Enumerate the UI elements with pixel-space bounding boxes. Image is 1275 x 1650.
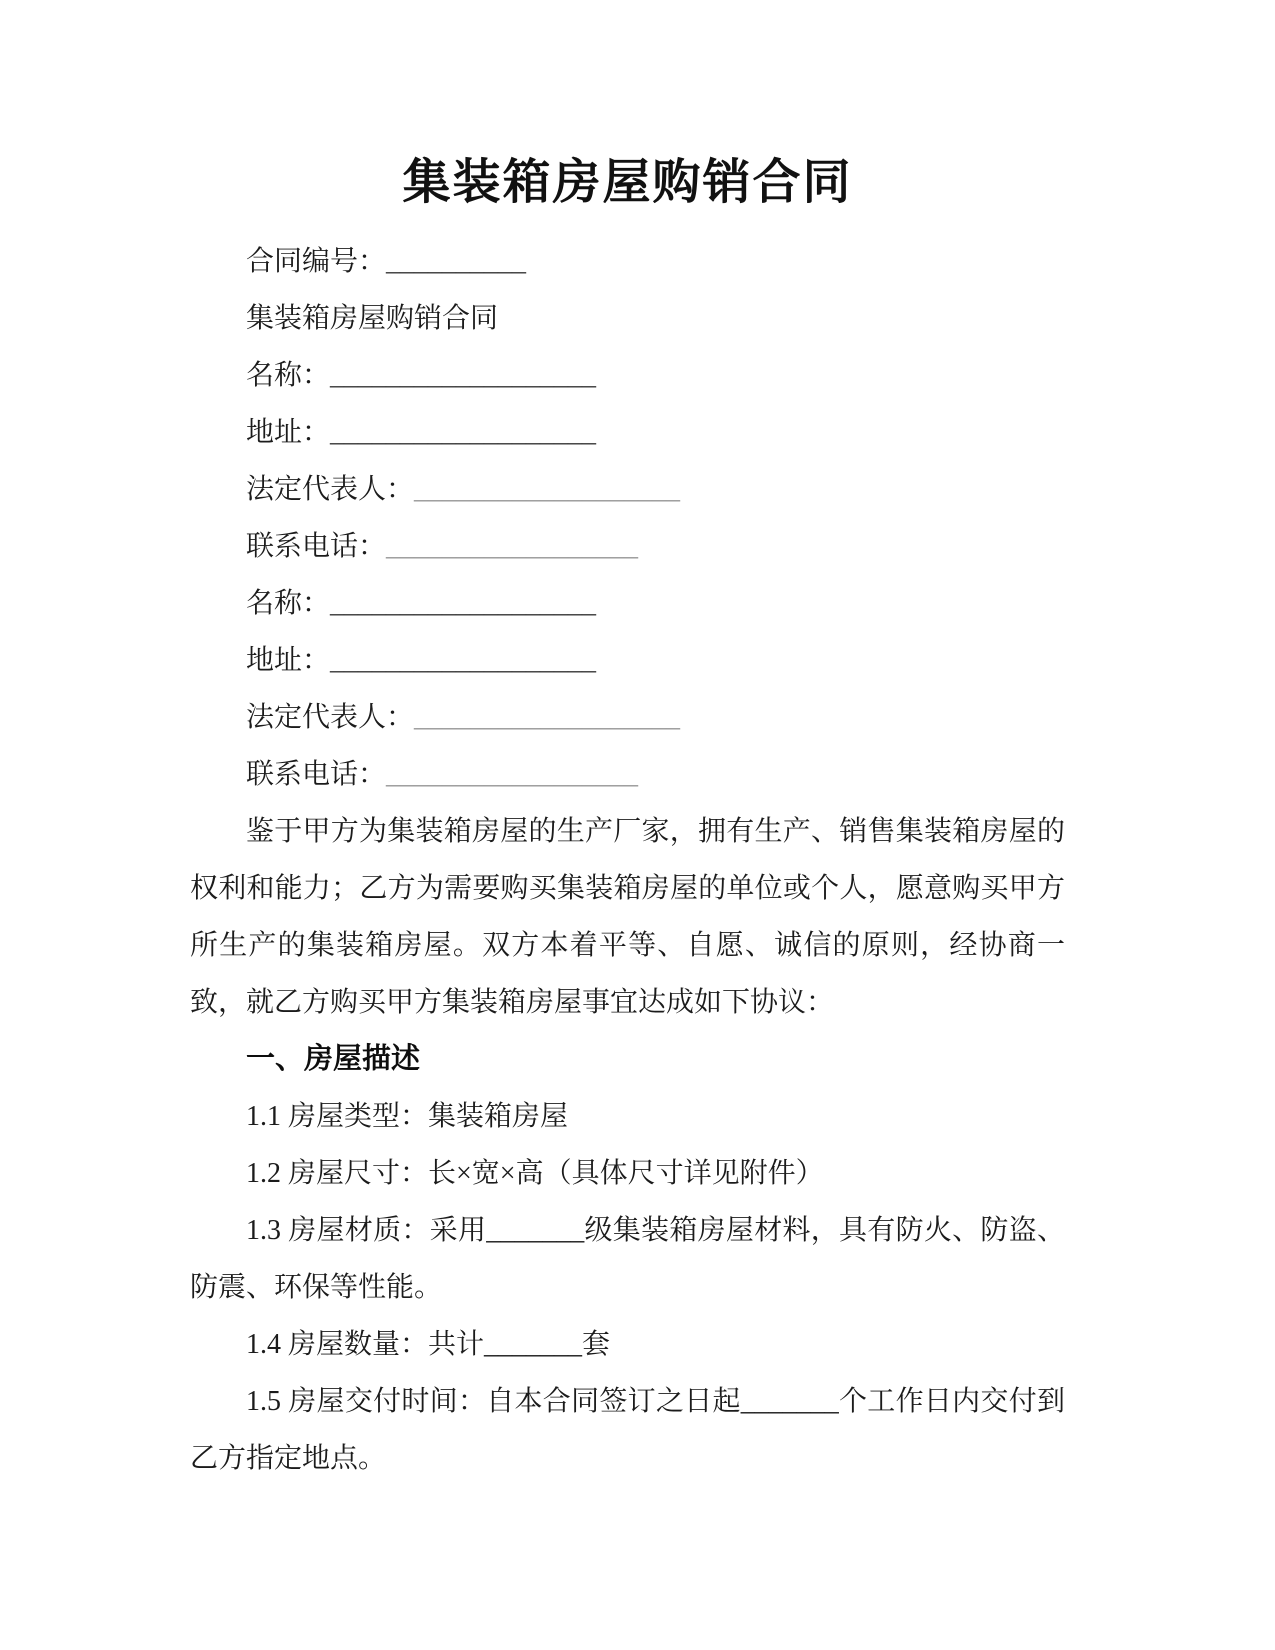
- party-a-name-label: 名称：: [246, 360, 331, 391]
- party-b-representative-line: [190, 689, 1065, 746]
- party-a-representative-blank: ___________________: [414, 474, 681, 505]
- subtitle-line: [190, 290, 1065, 347]
- clause-1-4-house-quantity: 1.4 房屋数量：共计_______套: [246, 1329, 611, 1360]
- section-1-heading: 一、房屋描述: [246, 1043, 421, 1075]
- clause-1-3-house-material: 1.3 房屋材质：采用_______级集装箱房屋材料，具有防火、防盗、防震、环保等性能。: [190, 1215, 1065, 1303]
- subtitle-text: 集装箱房屋购销合同: [246, 303, 499, 334]
- party-b-representative-label: 法定代表人：: [246, 702, 415, 733]
- party-b-name-line: [190, 575, 1065, 632]
- party-b-phone-blank: __________________: [386, 759, 639, 790]
- party-b-name-blank: ___________________: [330, 588, 597, 619]
- party-b-name-label: 名称：: [246, 588, 331, 619]
- party-a-address-line: [190, 404, 1065, 461]
- clause-1-5-delivery-time: 1.5 房屋交付时间：自本合同签订之日起_______个工作日内交付到乙方指定地点。: [190, 1386, 1065, 1474]
- party-a-representative-line: [190, 461, 1065, 518]
- party-b-address-blank: ___________________: [330, 645, 597, 676]
- clause-1-1-house-type: 1.1 房屋类型：集装箱房屋: [246, 1101, 569, 1132]
- party-b-phone-line: [190, 746, 1065, 803]
- party-a-phone-line: [190, 518, 1065, 575]
- contract-number-line: [190, 233, 1065, 290]
- party-b-phone-label: 联系电话：: [246, 759, 387, 790]
- party-b-address-label: 地址：: [246, 645, 331, 676]
- contract-number-blank: __________: [386, 246, 527, 277]
- section-1-clauses: [190, 1088, 1065, 1487]
- document-content: [190, 150, 1065, 1487]
- party-b-representative-blank: ___________________: [414, 702, 681, 733]
- preamble-paragraph: 鉴于甲方为集装箱房屋的生产厂家，拥有生产、销售集装箱房屋的权利和能力；乙方为需要购买集装箱房屋的单位或个人，愿意购买甲方所生产的集装箱房屋。双方本着平等、自愿、诚信的原则，经协商一致，就乙方购买甲方集装箱房屋事宜达成如下协议：: [190, 816, 1065, 1018]
- party-a-name-line: [190, 347, 1065, 404]
- clause-1-2-house-size: 1.2 房屋尺寸：长×宽×高（具体尺寸详见附件）: [246, 1158, 824, 1189]
- party-b-address-line: [190, 632, 1065, 689]
- document-title: 集装箱房屋购销合同: [402, 156, 853, 209]
- party-a-name-blank: ___________________: [330, 360, 597, 391]
- party-a-representative-label: 法定代表人：: [246, 474, 415, 505]
- party-a-phone-blank: __________________: [386, 531, 639, 562]
- contract-header-fields: [190, 233, 1065, 803]
- party-a-phone-label: 联系电话：: [246, 531, 387, 562]
- contract-number-label: 合同编号：: [246, 246, 387, 277]
- party-a-address-blank: ___________________: [330, 417, 597, 448]
- party-a-address-label: 地址：: [246, 417, 331, 448]
